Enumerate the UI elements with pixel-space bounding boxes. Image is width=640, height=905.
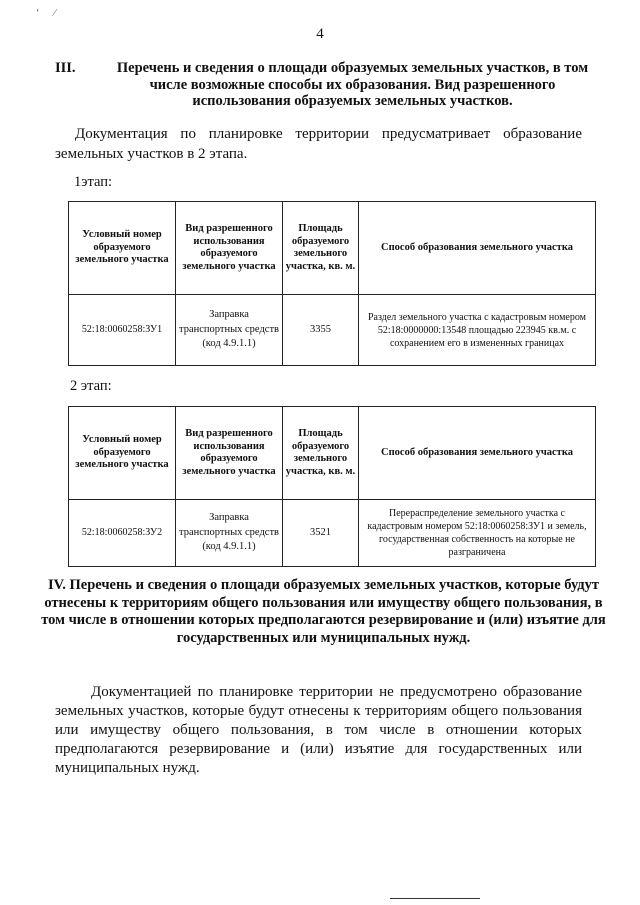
section-3-title: Перечень и сведения о площади образуемых земельных участков, в том числе возможные способы их образования. Вид разрешенного использования образуемых земельных участков. [116, 60, 589, 109]
section-4-title: IV. Перечень и сведения о площади образуемых земельных участков, которые будут отнесены к территориям общего пользования или имуществу общего пользования, в том числе в отношении которых предполагаются резервирование и (или) изъятие для государственных или муниципальных нужд. [41, 577, 606, 646]
header-method: Способ образования земельного участка [359, 202, 596, 295]
header-area: Площадь образуемого земельного участка, кв. м. [283, 202, 359, 295]
cell-use: Заправка транспортных средств (код 4.9.1.1) [176, 295, 283, 366]
footer-divider [390, 898, 480, 899]
cell-cadastral: 52:18:0060258:ЗУ1 [69, 295, 176, 366]
cell-use: Заправка транспортных средств (код 4.9.1.1) [176, 500, 283, 567]
stage-1-label: 1этап: [74, 174, 113, 190]
cell-area: 3355 [283, 295, 359, 366]
table-header-row [69, 202, 596, 295]
page-number: 4 [316, 26, 324, 42]
stage-2-label: 2 этап: [70, 378, 112, 394]
section-3-heading [55, 60, 595, 110]
section-3-number: III. [55, 60, 76, 76]
stage-2-table [68, 406, 596, 567]
header-use: Вид разрешенного использования образуемого земельного участка [176, 407, 283, 500]
header-cadastral: Условный номер образуемого земельного участка [69, 407, 176, 500]
table-row [69, 500, 596, 567]
header-cadastral: Условный номер образуемого земельного участка [69, 202, 176, 295]
closing-paragraph: Документацией по планировке территории не предусмотрено образование земельных участков, которые будут отнесены к территориям общего пользования или имуществу общего пользования, в том числе в отношении которых предполагаются резервирование и (или) изъятие для государственных или муниципальных нужд. [55, 684, 582, 776]
header-area: Площадь образуемого земельного участка, кв. м. [283, 407, 359, 500]
header-method: Способ образования земельного участка [359, 407, 596, 500]
cell-method: Раздел земельного участка с кадастровым номером 52:18:0000000:13548 площадью 223945 кв.м. с сохранением его в измененных границах [359, 295, 596, 366]
table-row [69, 295, 596, 366]
intro-paragraph: Документация по планировке территории предусматривает образование земельных участков в 2 этапа. [55, 126, 582, 162]
cell-area: 3521 [283, 500, 359, 567]
table-header-row [69, 407, 596, 500]
scan-specks: ‘ ⁄ [36, 8, 62, 19]
cell-cadastral: 52:18:0060258:ЗУ2 [69, 500, 176, 567]
stage-1-table [68, 201, 596, 366]
header-use: Вид разрешенного использования образуемого земельного участка [176, 202, 283, 295]
cell-method: Перераспределение земельного участка с кадастровым номером 52:18:0060258:ЗУ1 и земель, государственная собственность на которые не разграничена [359, 500, 596, 567]
